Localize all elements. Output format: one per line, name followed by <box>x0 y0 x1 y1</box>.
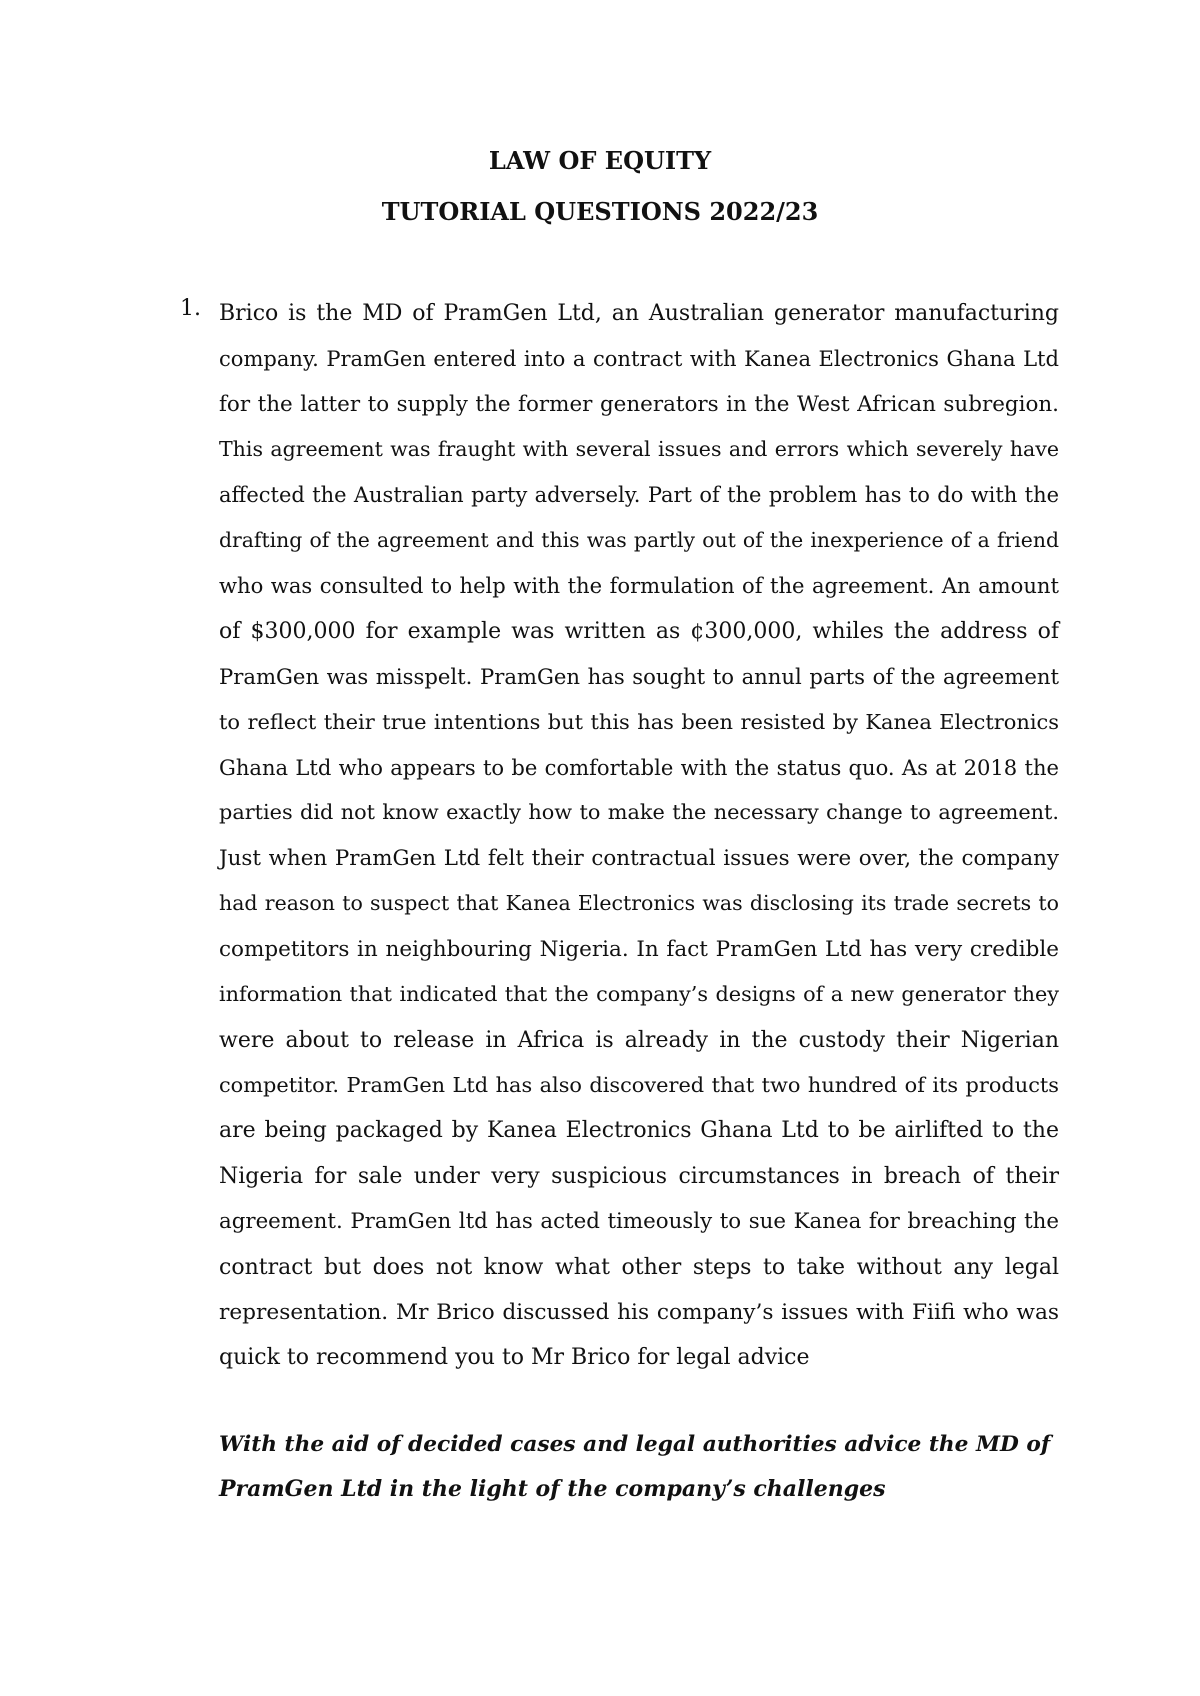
question-line: PramGen was misspelt. PramGen has sought to annul parts of the agreement <box>219 664 1059 690</box>
question-line: who was consulted to help with the formulation of the agreement. An amount <box>219 573 1059 599</box>
question-line: Just when PramGen Ltd felt their contractual issues were over, the company <box>219 845 1059 871</box>
document-title: LAW OF EQUITY <box>488 146 712 175</box>
question-line: are being packaged by Kanea Electronics Ghana Ltd to be airlifted to the <box>219 1118 1059 1144</box>
question-line: had reason to suspect that Kanea Electronics was disclosing its trade secrets to <box>219 891 1059 916</box>
question-line: of $300,000 for example was written as ¢300,000, whiles the address of <box>219 618 1059 644</box>
question-line: Brico is the MD of PramGen Ltd, an Australian generator manufacturing <box>219 301 1059 326</box>
question-line: contract but does not know what other steps to take without any legal <box>219 1254 1059 1280</box>
question-line: agreement. PramGen ltd has acted timeously to sue Kanea for breaching the <box>219 1209 1059 1235</box>
instruction-line: With the aid of decided cases and legal authorities advice the MD of <box>219 1432 1051 1457</box>
question-line: company. PramGen entered into a contract with Kanea Electronics Ghana Ltd <box>219 346 1059 372</box>
question-line: to reflect their true intentions but this has been resisted by Kanea Electronics <box>219 709 1059 734</box>
question-line: Ghana Ltd who appears to be comfortable with the status quo. As at 2018 the <box>219 755 1059 781</box>
question-line: competitors in neighbouring Nigeria. In fact PramGen Ltd has very credible <box>219 936 1059 962</box>
document-subtitle: TUTORIAL QUESTIONS 2022/23 <box>381 197 819 226</box>
question-line: This agreement was fraught with several issues and errors which severely have <box>219 437 1059 462</box>
question-line: for the latter to supply the former generators in the West African subregion. <box>219 391 1059 417</box>
question-line: affected the Australian party adversely. Part of the problem has to do with the <box>219 482 1059 507</box>
question-line: quick to recommend you to Mr Brico for legal advice <box>219 1345 810 1371</box>
question-text <box>219 291 1059 1381</box>
question-line: competitor. PramGen Ltd has also discovered that two hundred of its products <box>219 1072 1059 1097</box>
question-number: 1. <box>180 296 201 321</box>
instruction-line: PramGen Ltd in the light of the company’s challenges <box>219 1476 886 1502</box>
question-instruction <box>219 1422 1059 1512</box>
question-line: information that indicated that the company’s designs of a new generator they <box>219 982 1059 1007</box>
question-line: representation. Mr Brico discussed his company’s issues with Fiifi who was <box>219 1299 1059 1325</box>
question-line: were about to release in Africa is already in the custody their Nigerian <box>219 1027 1059 1053</box>
question-line: parties did not know exactly how to make the necessary change to agreement. <box>219 800 1059 825</box>
question-line: drafting of the agreement and this was partly out of the inexperience of a friend <box>219 528 1059 553</box>
question-line: Nigeria for sale under very suspicious circumstances in breach of their <box>219 1163 1059 1189</box>
